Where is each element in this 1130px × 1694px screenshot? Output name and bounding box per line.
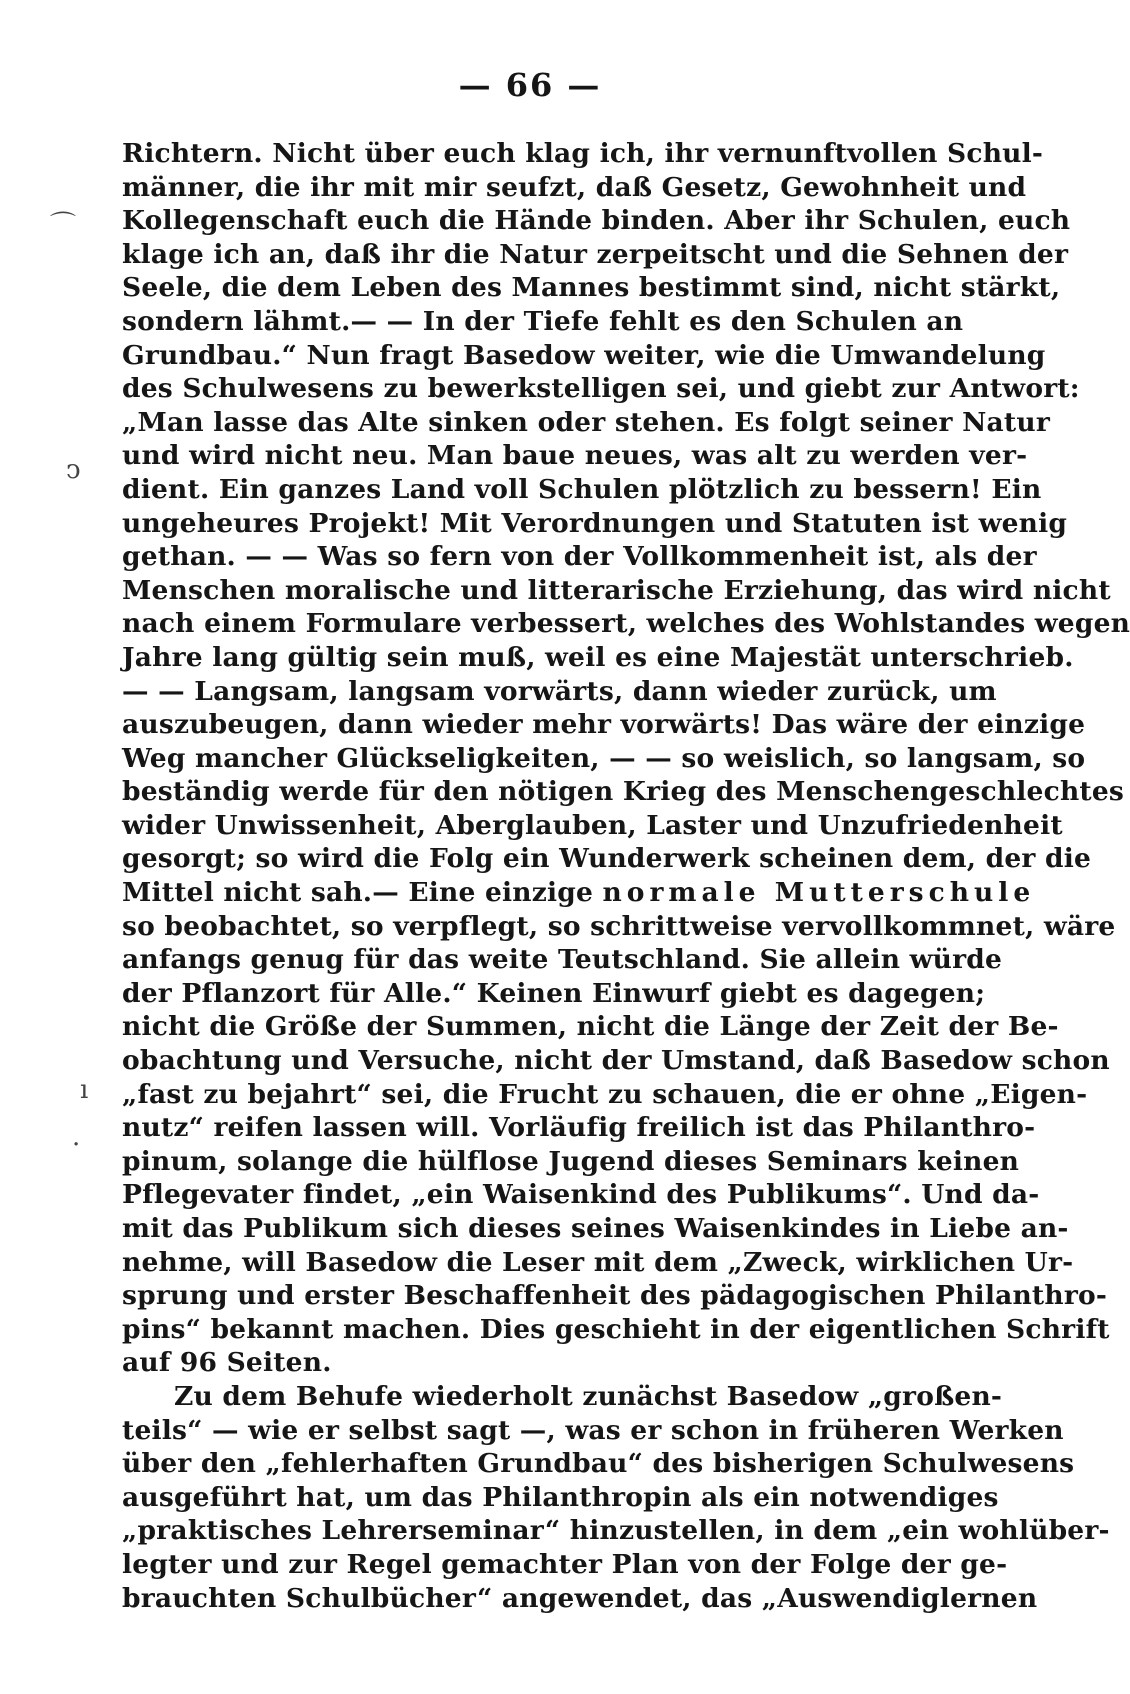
text-line: legter und zur Regel gemachter Plan von der Folge der ge- xyxy=(122,1548,1008,1580)
text-line: beständig werde für den nötigen Krieg des Menschengeschlechtes xyxy=(122,776,1125,808)
text-line: so beobachtet, so verpflegt, so schrittweise vervollkommnet, wäre xyxy=(122,910,1116,942)
text-line: Mittel nicht sah.— Eine einzige normale Mutterschule xyxy=(122,877,1036,909)
text-line: sondern lähmt.— — In der Tiefe fehlt es den Schulen an xyxy=(122,305,964,337)
text-line: Kollegenschaft euch die Hände binden. Aber ihr Schulen, euch xyxy=(122,205,1071,237)
text-line: obachtung und Versuche, nicht der Umstand, daß Basedow schon xyxy=(122,1045,1110,1077)
margin-pencil-mark: ↄ xyxy=(66,455,81,485)
margin-pencil-mark: ⌒ xyxy=(50,211,77,241)
text-line: über den „fehlerhaften Grundbau“ des bisherigen Schulwesens xyxy=(122,1448,1075,1480)
body-text xyxy=(122,137,1130,1615)
spaced-emphasis: normale Mutterschule xyxy=(602,877,1036,909)
text-line: männer, die ihr mit mir seufzt, daß Gesetz, Gewohnheit und xyxy=(122,171,1027,203)
text-line: gethan. — — Was so fern von der Vollkommenheit ist, als der xyxy=(122,541,1037,573)
text-line: und wird nicht neu. Man baue neues, was alt zu werden ver- xyxy=(122,440,1028,472)
text-line: ungeheures Projekt! Mit Verordnungen und Statuten ist wenig xyxy=(122,507,1068,539)
text-line: mit das Publikum sich dieses seines Waisenkindes in Liebe an- xyxy=(122,1213,1069,1244)
margin-pencil-mark: · xyxy=(72,1130,81,1160)
text-line: pinum, solange die hülflose Jugend dieses Seminars keinen xyxy=(122,1145,1020,1177)
text-line: Seele, die dem Leben des Mannes bestimmt sind, nicht stärkt, xyxy=(122,272,1061,304)
text-line: sprung und erster Beschaffenheit des pädagogischen Philanthro- xyxy=(122,1280,1108,1312)
text-line: „Man lasse das Alte sinken oder stehen. Es folgt seiner Natur xyxy=(122,406,1050,438)
text-line: brauchten Schulbücher“ angewendet, das „Auswendiglernen xyxy=(122,1582,1038,1614)
text-line: nach einem Formulare verbessert, welches des Wohlstandes wegen xyxy=(122,608,1130,640)
text-line: gesorgt; so wird die Folg ein Wunderwerk scheinen dem, der die xyxy=(122,843,1092,875)
text-line: wider Unwissenheit, Aberglauben, Laster und Unzufriedenheit xyxy=(122,809,1063,841)
margin-pencil-mark: ı xyxy=(80,1075,89,1105)
text-line: Menschen moralische und litterarische Erziehung, das wird nicht xyxy=(122,574,1111,606)
text-line: anfangs genug für das weite Teutschland. Sie allein würde xyxy=(122,944,1003,976)
page-number: — 66 — xyxy=(458,66,602,104)
text-line: auszubeugen, dann wieder mehr vorwärts! Das wäre der einzige xyxy=(122,709,1086,741)
text-line: nicht die Größe der Summen, nicht die Länge der Zeit der Be- xyxy=(122,1011,1059,1043)
text-line: nehme, will Basedow die Leser mit dem „Zweck, wirklichen Ur- xyxy=(122,1246,1074,1278)
text-line: Richtern. Nicht über euch klag ich, ihr vernunftvollen Schul- xyxy=(122,138,1044,169)
text-line: auf 96 Seiten. xyxy=(122,1347,332,1379)
text-line: Jahre lang gültig sein muß, weil es eine Majestät unterschrieb. xyxy=(122,641,1074,673)
text-line: Zu dem Behufe wiederholt zunächst Basedow „großen- xyxy=(174,1380,1003,1412)
text-line: der Pflanzort für Alle.“ Keinen Einwurf giebt es dagegen; xyxy=(122,977,986,1009)
text-line: — — Langsam, langsam vorwärts, dann wieder zurück, um xyxy=(122,675,997,707)
text-line: Pflegevater findet, „ein Waisenkind des Publikums“. Und da- xyxy=(122,1179,1040,1211)
text-line: nutz“ reifen lassen will. Vorläufig freilich ist das Philanthro- xyxy=(122,1112,1036,1144)
text-line: Weg mancher Glückseligkeiten, — — so weislich, so langsam, so xyxy=(122,742,1086,774)
text-line: Grundbau.“ Nun fragt Basedow weiter, wie die Umwandelung xyxy=(122,339,1046,371)
text-line: „fast zu bejahrt“ sei, die Frucht zu schauen, die er ohne „Eigen- xyxy=(122,1078,1088,1110)
text-line: pins“ bekannt machen. Dies geschieht in der eigentlichen Schrift xyxy=(122,1313,1110,1345)
text-line: teils“ — wie er selbst sagt —, was er schon in früheren Werken xyxy=(122,1414,1064,1446)
text-line: dient. Ein ganzes Land voll Schulen plötzlich zu bessern! Ein xyxy=(122,473,1042,505)
text-line: ausgeführt hat, um das Philanthropin als ein notwendiges xyxy=(122,1481,999,1513)
text-line: des Schulwesens zu bewerkstelligen sei, und giebt zur Antwort: xyxy=(122,373,1080,405)
text-line: „praktisches Lehrerseminar“ hinzustellen, in dem „ein wohlüber- xyxy=(122,1515,1110,1547)
text-line: klage ich an, daß ihr die Natur zerpeitscht und die Sehnen der xyxy=(122,238,1069,270)
